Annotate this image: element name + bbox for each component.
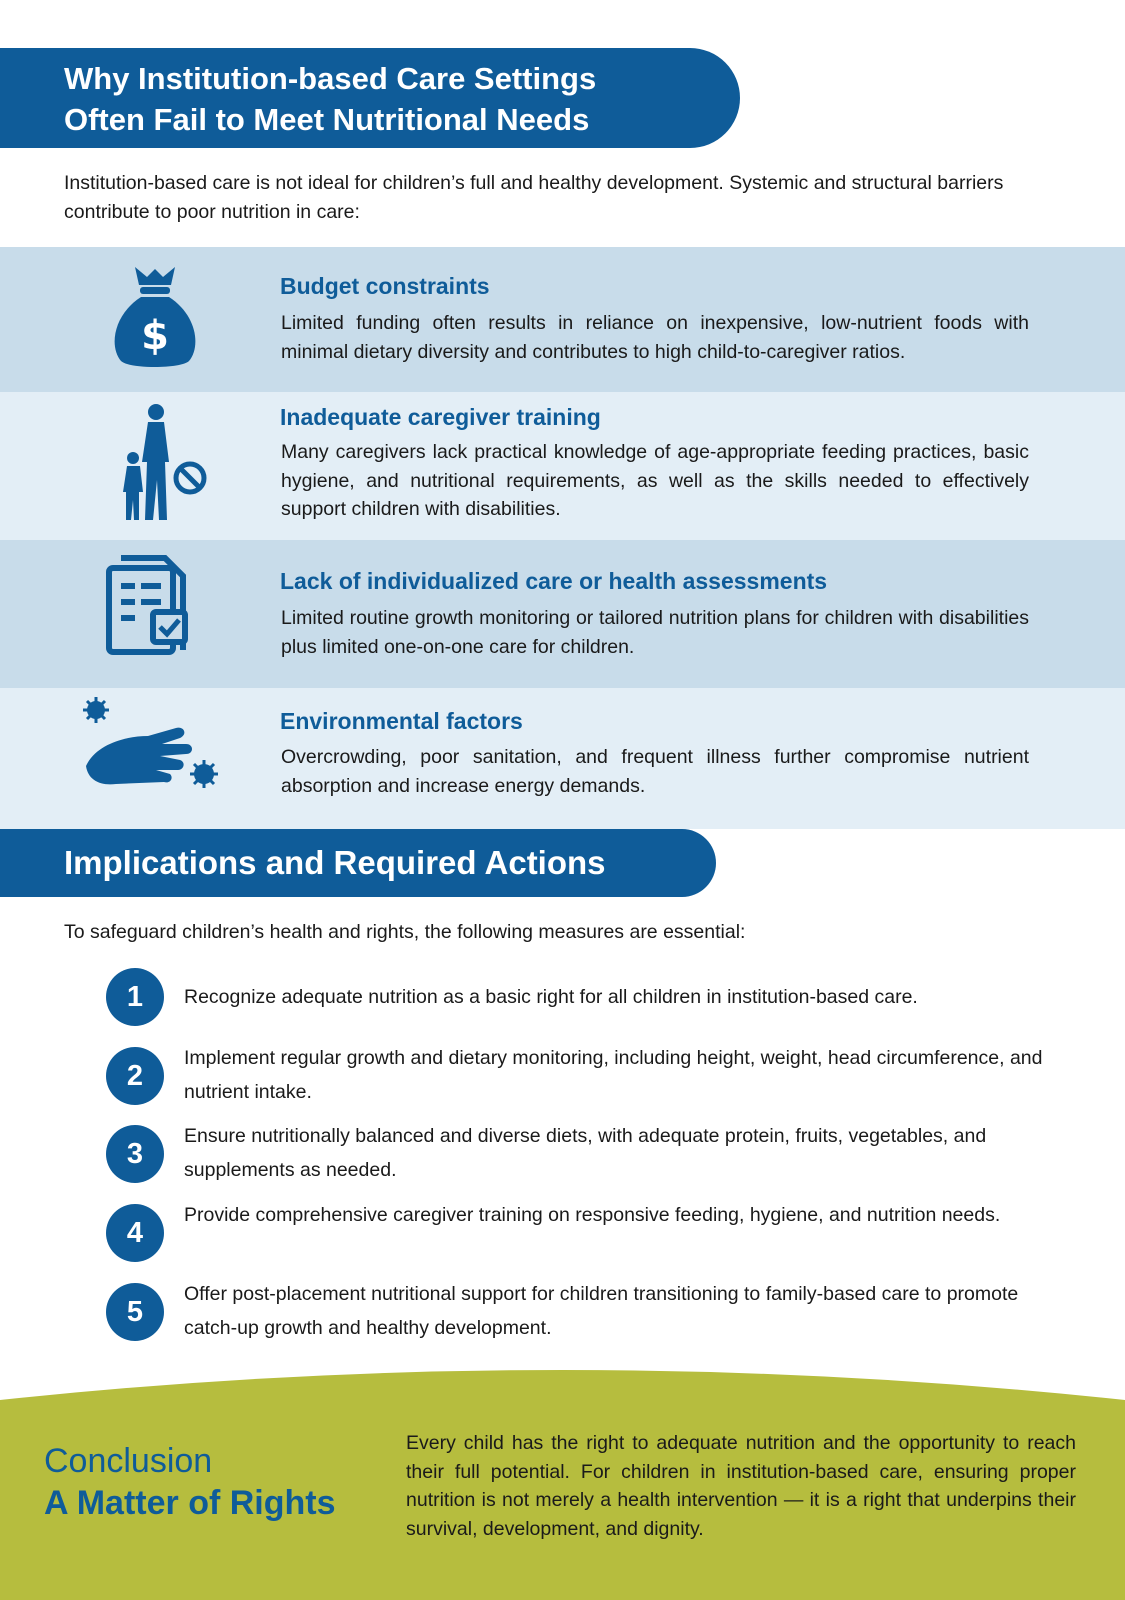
- section-title-line2: Often Fail to Meet Nutritional Needs: [64, 102, 590, 137]
- conclusion-title: A Matter of Rights: [44, 1484, 336, 1522]
- step-number-badge: 1: [106, 968, 164, 1026]
- barrier-description: Limited funding often results in reliance on inexpensive, low-nutrient foods with minimal dietary diversity and contributes to high child-to-caregiver ratios.: [281, 312, 1029, 363]
- svg-text:$: $: [141, 313, 169, 359]
- action-text: Offer post-placement nutritional support for children transitioning to family-based care to promote catch-up growth and healthy development.: [184, 1283, 1019, 1339]
- barrier-title: Budget constraints: [280, 273, 490, 299]
- section-title-banner: [0, 48, 740, 148]
- action-text: Provide comprehensive caregiver training on responsive feeding, hygiene, and nutrition needs.: [184, 1204, 1001, 1226]
- barrier-title: Lack of individualized care or health assessments: [280, 568, 828, 594]
- action-item: [0, 1044, 1125, 1112]
- step-number-badge: 2: [106, 1047, 164, 1105]
- step-number-badge: 5: [106, 1283, 164, 1341]
- action-text: Implement regular growth and dietary monitoring, including height, weight, head circumference, and nutrient intake.: [184, 1047, 1043, 1103]
- action-text: Ensure nutritionally balanced and diverse diets, with adequate protein, fruits, vegetables, and supplements as needed.: [184, 1125, 987, 1181]
- section-intro: To safeguard children’s health and rights, the following measures are essential:: [64, 921, 746, 943]
- section-title-banner: [0, 829, 716, 897]
- action-item: [0, 1280, 1125, 1348]
- action-item: [0, 1122, 1125, 1190]
- step-number-badge: 4: [106, 1204, 164, 1262]
- barrier-title: Environmental factors: [280, 708, 523, 734]
- conclusion-label: Conclusion: [44, 1442, 213, 1480]
- barrier-description: Many caregivers lack practical knowledge of age-appropriate feeding practices, basic hygiene, and nutritional requirements, as well as the skills needed to effectively support children with disabilities.: [281, 441, 1029, 520]
- section-intro: Institution-based care is not ideal for children’s full and healthy development. Systemic and structural barriers contribute to poor nutrition in care:: [64, 172, 1004, 223]
- section-title-line1: Why Institution-based Care Settings: [64, 61, 597, 96]
- barrier-row-assessments: [0, 540, 1125, 688]
- document-checklist-icon: [95, 552, 225, 682]
- barrier-description: Limited routine growth monitoring or tailored nutrition plans for children with disabilities plus limited one-on-one care for children.: [281, 607, 1029, 658]
- step-number-badge: 3: [106, 1125, 164, 1183]
- barrier-title: Inadequate caregiver training: [280, 404, 601, 430]
- action-item: [0, 1201, 1125, 1269]
- action-text: Recognize adequate nutrition as a basic right for all children in institution-based care.: [184, 986, 918, 1008]
- barrier-row-training: [0, 392, 1125, 540]
- section-title: Implications and Required Actions: [64, 844, 606, 881]
- barrier-row-environment: [0, 688, 1125, 829]
- hand-germs-icon: [76, 694, 226, 804]
- conclusion-text: Every child has the right to adequate nutrition and the opportunity to reach their full potential. For children in institution-based care, ensuring proper nutrition is not merely a health intervention — it is a right that underpins their survival, development, and dignity.: [406, 1432, 1076, 1540]
- money-bag-icon: [95, 255, 225, 385]
- barrier-description: Overcrowding, poor sanitation, and frequent illness further compromise nutrient absorption and increase energy demands.: [281, 746, 1029, 797]
- barrier-row-budget: [0, 247, 1125, 392]
- action-item: [0, 966, 1125, 1028]
- caregiver-child-prohibited-icon: [95, 400, 225, 530]
